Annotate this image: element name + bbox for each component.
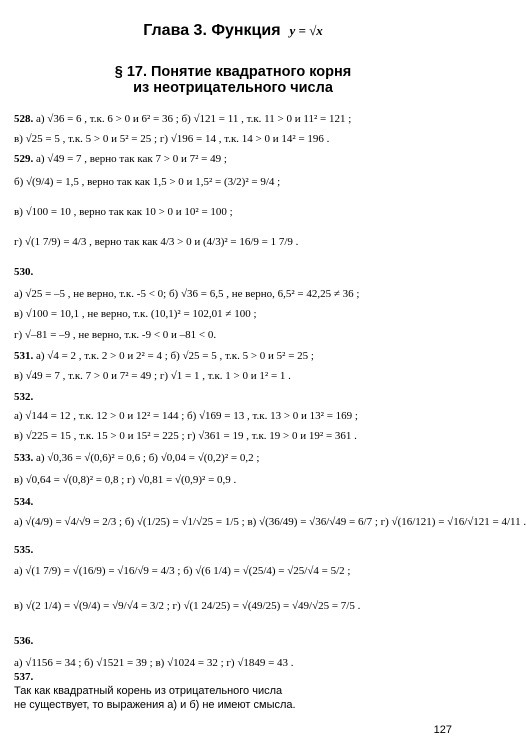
solution-line xyxy=(14,565,462,578)
problem-number: 536. xyxy=(14,635,34,647)
solution-line xyxy=(14,206,462,219)
solution-line xyxy=(14,516,526,529)
solution-text: в) √49 = 7 , т.к. 7 > 0 и 7² = 49 ; г) √1 = 1 , т.к. 1 > 0 и 1² = 1 . xyxy=(14,370,291,382)
solution-text: а) √49 = 7 , верно так как 7 > 0 и 7² = 49 ; xyxy=(33,153,227,165)
section-title-line-2: из неотрицательного числа xyxy=(133,80,333,96)
solution-text: б) √(9/4) = 1,5 , верно так как 1,5 > 0 и 1,5² = (3/2)² = 9/4 ; xyxy=(14,176,281,188)
problem-number: 532. xyxy=(14,391,34,403)
solution-line xyxy=(14,176,462,189)
solution-line xyxy=(14,474,462,487)
solution-text: г) √–81 = –9 , не верно, т.к. -9 < 0 и –81 < 0. xyxy=(14,329,217,341)
solution-line xyxy=(14,266,462,279)
problem-number: 529. xyxy=(14,153,34,165)
solution-text: г) √(1 7/9) = 4/3 , верно так как 4/3 > 0 и (4/3)² = 16/9 = 1 7/9 . xyxy=(14,236,299,248)
problem-number: 528. xyxy=(14,113,34,125)
section-title xyxy=(0,64,466,96)
solution-line xyxy=(14,329,462,342)
solution-text: в) √25 = 5 , т.к. 5 > 0 и 5² = 25 ; г) √196 = 14 , т.к. 14 > 0 и 14² = 196 . xyxy=(14,133,330,145)
chapter-label: Глава 3. Функция xyxy=(143,22,281,39)
solution-text: а) √4 = 2 , т.к. 2 > 0 и 2² = 4 ; б) √25 = 5 , т.к. 5 > 0 и 5² = 25 ; xyxy=(33,350,314,362)
solution-line xyxy=(14,635,462,648)
solution-text: в) √100 = 10 , верно так как 10 > 0 и 10² = 100 ; xyxy=(14,206,233,218)
solution-line xyxy=(14,544,462,557)
problem-number: 534. xyxy=(14,496,34,508)
solution-line xyxy=(14,113,462,126)
solution-text: а) √1156 = 34 ; б) √1521 = 39 ; в) √1024 = 32 ; г) √1849 = 43 . xyxy=(14,657,294,669)
solution-line xyxy=(14,308,462,321)
closing-line-2: не существует, то выражения а) и б) не имеют смысла. xyxy=(14,699,296,711)
solution-text: в) √0,64 = √(0,8)² = 0,8 ; г) √0,81 = √(0,9)² = 0,9 . xyxy=(14,474,237,486)
solution-line xyxy=(14,671,462,684)
solution-line xyxy=(14,288,462,301)
section-title-line-1: § 17. Понятие квадратного корня xyxy=(114,64,352,80)
solution-text: а) √144 = 12 , т.к. 12 > 0 и 12² = 144 ; б) √169 = 13 , т.к. 13 > 0 и 13² = 169 ; xyxy=(14,410,358,422)
solution-line xyxy=(14,236,462,249)
solution-line xyxy=(14,430,462,443)
closing-line-1: Так как квадратный корень из отрицательного числа xyxy=(14,685,283,697)
solution-line xyxy=(14,370,462,383)
problem-number: 537. xyxy=(14,671,34,683)
solution-text: в) √100 = 10,1 , не верно, т.к. (10,1)² = 102,01 ≠ 100 ; xyxy=(14,308,257,320)
solution-line xyxy=(14,410,462,423)
solution-text: в) √(2 1/4) = √(9/4) = √9/√4 = 3/2 ; г) √(1 24/25) = √(49/25) = √49/√25 = 7/5 . xyxy=(14,600,361,612)
solution-line xyxy=(14,391,462,404)
page-number: 127 xyxy=(433,724,452,736)
solution-line xyxy=(14,600,462,613)
problem-number: 531. xyxy=(14,350,34,362)
solution-line xyxy=(14,350,462,363)
solution-text: а) √25 = –5 , не верно, т.к. -5 < 0; б) √36 = 6,5 , не верно, 6,5² = 42,25 ≠ 36 ; xyxy=(14,288,360,300)
solution-text: а) √36 = 6 , т.к. 6 > 0 и 6² = 36 ; б) √121 = 11 , т.к. 11 > 0 и 11² = 121 ; xyxy=(33,113,352,125)
solution-line xyxy=(14,496,462,509)
solution-text: а) √(4/9) = √4/√9 = 2/3 ; б) √(1/25) = √1/√25 = 1/5 ; в) √(36/49) = √36/√49 = 6/7 ; г) √(16/121) = √16/√121 = 4/11 . xyxy=(14,516,526,528)
chapter-title xyxy=(0,22,466,40)
problem-number: 535. xyxy=(14,544,34,556)
solution-text: а) √0,36 = √(0,6)² = 0,6 ; б) √0,04 = √(0,2)² = 0,2 ; xyxy=(33,452,260,464)
solution-line xyxy=(14,657,462,670)
solution-line xyxy=(14,452,462,465)
solution-text: в) √225 = 15 , т.к. 15 > 0 и 15² = 225 ; г) √361 = 19 , т.к. 19 > 0 и 19² = 361 . xyxy=(14,430,357,442)
problem-number: 533. xyxy=(14,452,34,464)
solution-line xyxy=(14,153,462,166)
problem-number: 530. xyxy=(14,266,34,278)
solution-text: а) √(1 7/9) = √(16/9) = √16/√9 = 4/3 ; б) √(6 1/4) = √(25/4) = √25/√4 = 5/2 ; xyxy=(14,565,351,577)
chapter-function: y = √x xyxy=(289,23,323,38)
solution-line xyxy=(14,133,462,146)
